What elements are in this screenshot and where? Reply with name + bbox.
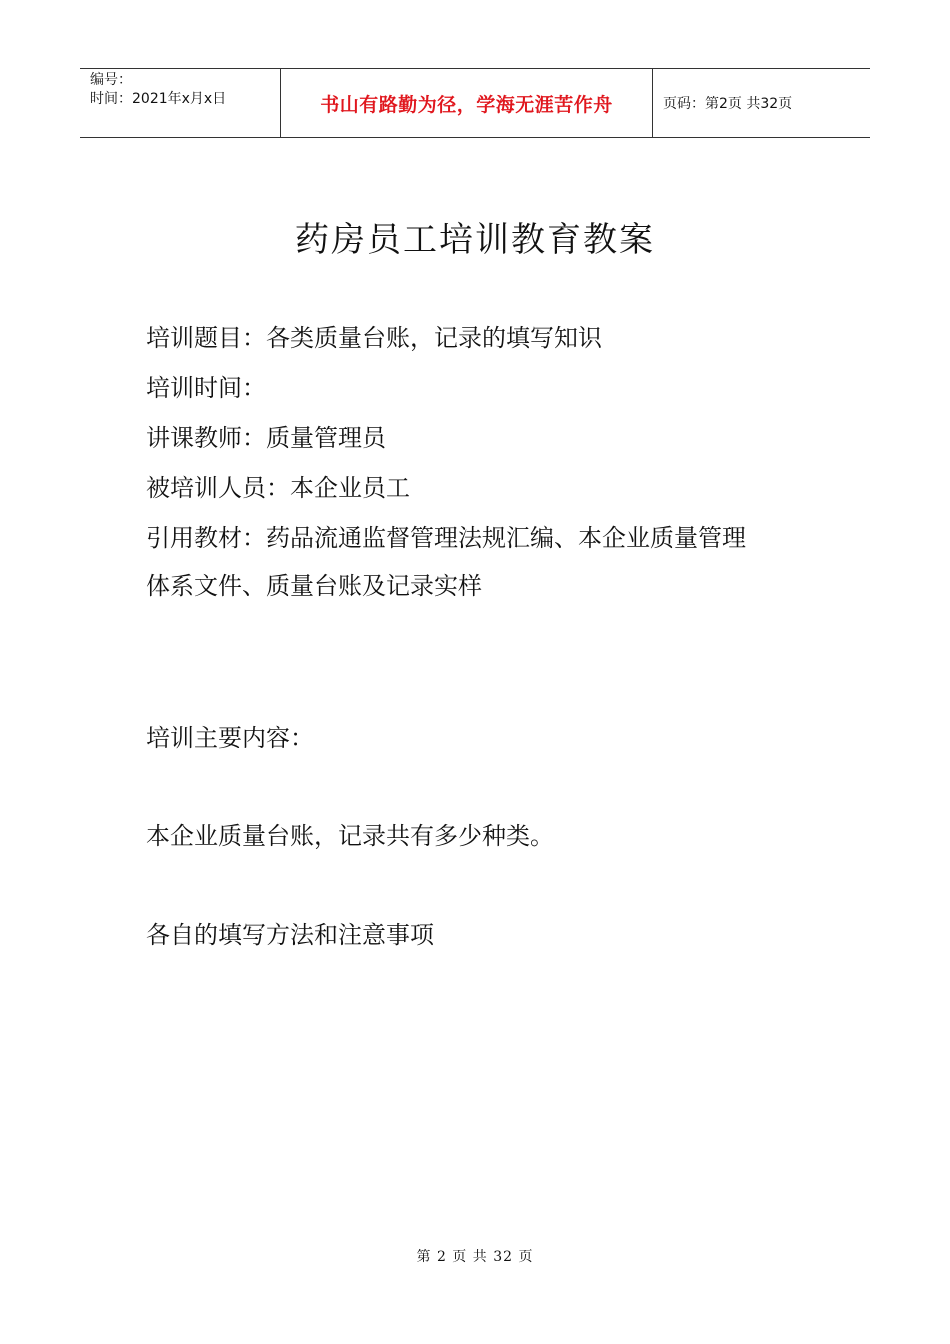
motto-text: 书山有路勤为径，学海无涯苦作舟 bbox=[320, 93, 613, 116]
header-motto-cell bbox=[281, 69, 653, 137]
page-info: 页码：第2页 共32页 bbox=[663, 96, 793, 112]
header-page-cell bbox=[653, 69, 870, 137]
number-label: 编号： bbox=[90, 72, 132, 88]
materials-line-2: 体系文件、质量台账及记录实样 bbox=[146, 572, 482, 600]
main-content-label: 培训主要内容： bbox=[146, 724, 314, 752]
trainees: 被培训人员：本企业员工 bbox=[146, 474, 410, 502]
training-time: 培训时间： bbox=[146, 374, 266, 402]
materials-line-1: 引用教材：药品流通监督管理法规汇编、本企业质量管理 bbox=[146, 524, 746, 552]
content-item-2: 各自的填写方法和注意事项 bbox=[146, 921, 434, 949]
content-item-1: 本企业质量台账，记录共有多少种类。 bbox=[146, 822, 554, 850]
time-label: 时间：2021年x月x日 bbox=[90, 91, 227, 107]
page-footer: 第 2 页 共 32 页 bbox=[416, 1249, 534, 1265]
training-topic: 培训题目：各类质量台账，记录的填写知识 bbox=[146, 324, 602, 352]
document-header bbox=[80, 68, 870, 138]
header-meta-cell bbox=[80, 69, 281, 137]
document-title: 药房员工培训教育教案 bbox=[295, 220, 655, 260]
teacher: 讲课教师：质量管理员 bbox=[146, 424, 386, 452]
